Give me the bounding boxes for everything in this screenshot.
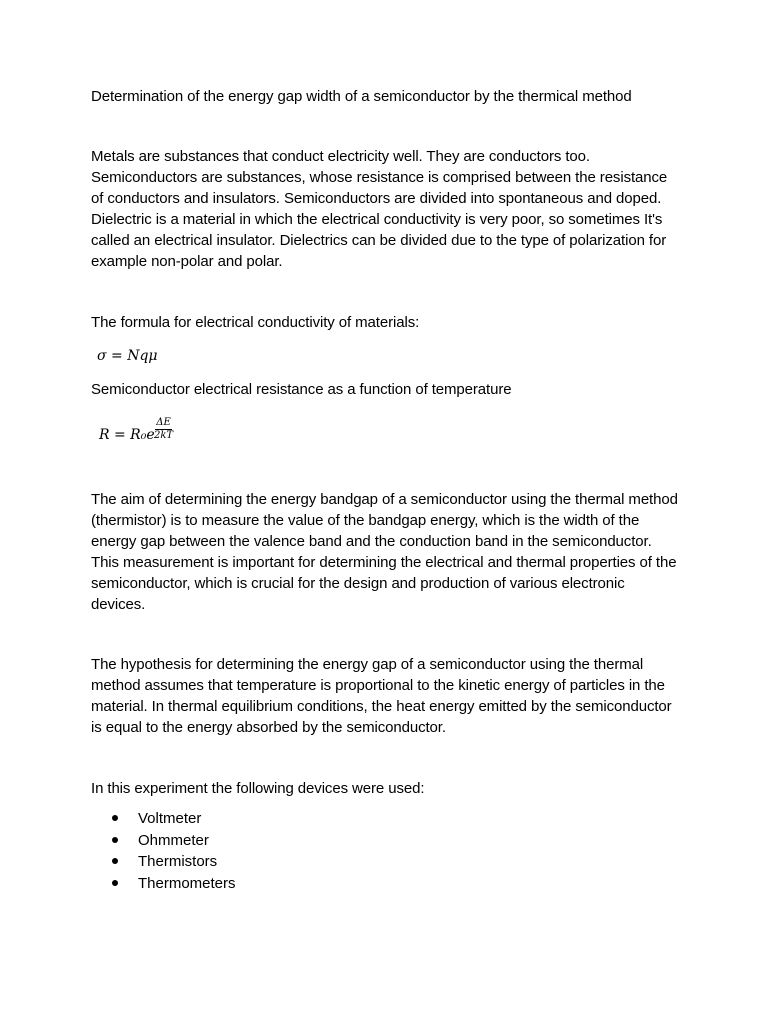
resistance-formula-exponent bbox=[154, 418, 173, 441]
list-item bbox=[112, 830, 236, 852]
conductivity-formula: σ = Nqμ bbox=[97, 348, 158, 364]
bullet-icon bbox=[112, 837, 118, 843]
list-item bbox=[112, 851, 236, 873]
resistance-formula-base: R = R₀e bbox=[99, 427, 155, 443]
device-label: Voltmeter bbox=[138, 810, 202, 827]
device-label: Thermometers bbox=[138, 874, 236, 892]
resistance-formula bbox=[99, 418, 219, 452]
list-item bbox=[112, 808, 236, 830]
document-title: Determination of the energy gap width of a semiconductor by the thermical method bbox=[91, 88, 632, 105]
device-label: Ohmmeter bbox=[138, 831, 209, 849]
paragraph-devices-intro: In this experiment the following devices were used: bbox=[91, 780, 425, 797]
exponent-denominator: 2kT bbox=[154, 430, 174, 441]
paragraph-hypothesis: The hypothesis for determining the energy gap of a semiconductor using the thermal method assumes that temperature is proportional to the kinetic energy of particles in the material. In thermal equilibrium conditions, the heat energy emitted by the semiconductor is equal to the energy absorbed by the semiconductor. bbox=[91, 656, 672, 736]
bullet-icon bbox=[112, 880, 118, 886]
paragraph-resistance-intro: Semiconductor electrical resistance as a function of temperature bbox=[91, 381, 512, 398]
exponent-numerator: ΔE bbox=[156, 417, 171, 428]
paragraph-conductivity-intro: The formula for electrical conductivity of materials: bbox=[91, 314, 420, 331]
list-item bbox=[112, 873, 236, 895]
bullet-icon bbox=[112, 815, 118, 821]
bullet-icon bbox=[112, 858, 118, 864]
paragraph-aim: The aim of determining the energy bandgap of a semiconductor using the thermal method (thermistor) is to measure the value of the bandgap energy, which is the width of the energy gap between the valence band and the conduction band in the semiconductor. This measurement is important for determining the electrical and thermal properties of the semiconductor, which is crucial for the design and production of various electronic devices. bbox=[91, 491, 678, 613]
device-label: Thermistors bbox=[138, 853, 218, 870]
devices-list bbox=[112, 808, 236, 894]
paragraph-materials: Metals are substances that conduct electricity well. They are conductors too. Semiconductors are substances, whose resistance is comprised between the resistance of conductors and insulators. Semiconductors are divided into spontaneous and doped. Dielectric is a material in which the electrical conductivity is very poor, so sometimes It's called an electrical insulator. Dielectrics can be divided due to the type of polarization for example non-polar and polar. bbox=[91, 148, 668, 270]
